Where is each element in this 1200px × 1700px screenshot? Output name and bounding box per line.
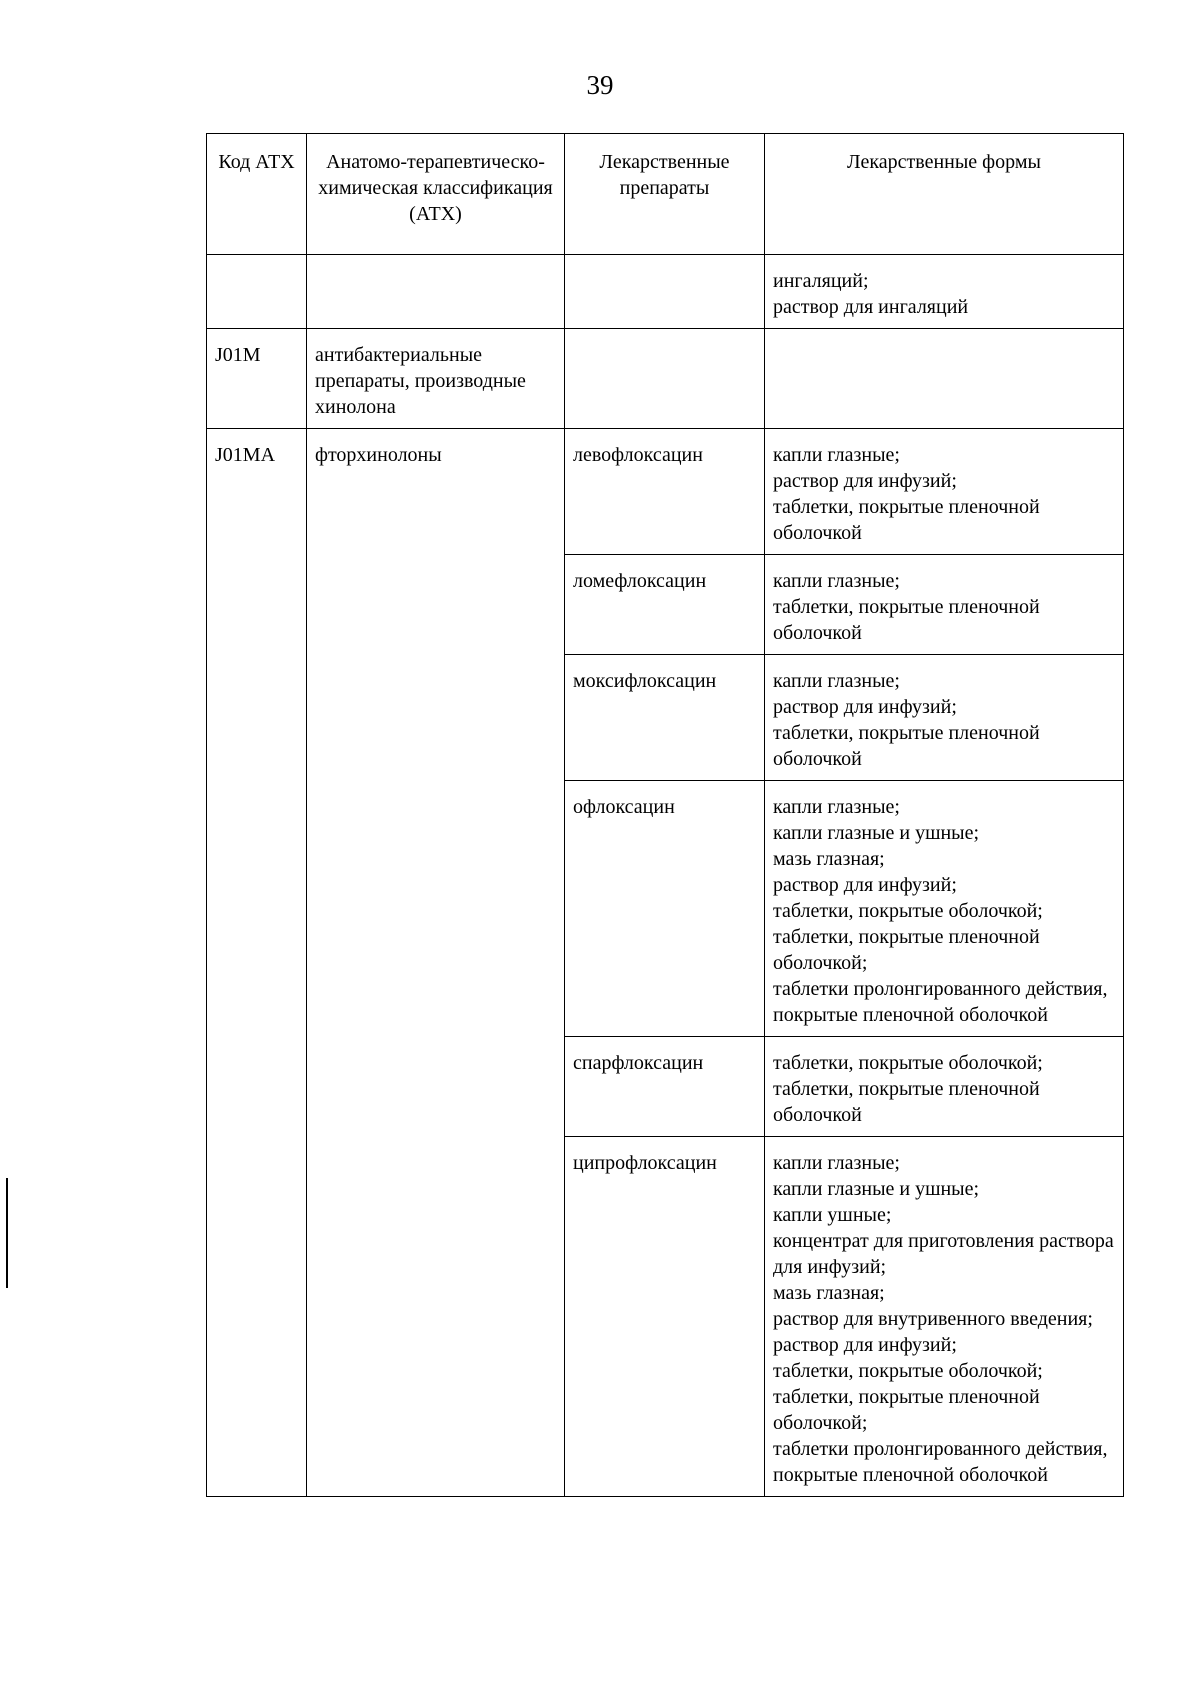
cell-dosage-forms: ингаляций; раствор для ингаляций — [765, 255, 1124, 329]
cell-dosage-forms: капли глазные; капли глазные и ушные; мазь глазная; раствор для инфузий; таблетки, покрытые оболочкой; таблетки, покрытые пленочной оболочкой; таблетки пролонгированного действия, покрытые пленочной оболочкой — [765, 781, 1124, 1037]
cell-classification — [307, 255, 565, 329]
table-header-row — [207, 134, 1124, 255]
cell-dosage-forms: капли глазные; раствор для инфузий; таблетки, покрытые пленочной оболочкой — [765, 655, 1124, 781]
cell-drug — [565, 329, 765, 429]
cell-classification: антибактериальные препараты, производные хинолона — [307, 329, 565, 429]
scan-margin-line — [6, 1178, 8, 1288]
header-atc-code: Код АТХ — [207, 134, 307, 255]
header-drugs: Лекарственные препараты — [565, 134, 765, 255]
cell-drug: офлоксацин — [565, 781, 765, 1037]
header-atc-classification: Анатомо-терапевтическо-химическая классификация (АТХ) — [307, 134, 565, 255]
table-row — [207, 255, 1124, 329]
cell-atc-code — [207, 255, 307, 329]
cell-dosage-forms: капли глазные; раствор для инфузий; таблетки, покрытые пленочной оболочкой — [765, 429, 1124, 555]
cell-atc-code: J01MA — [207, 429, 307, 1497]
cell-drug: спарфлоксацин — [565, 1037, 765, 1137]
cell-dosage-forms — [765, 329, 1124, 429]
cell-drug: ципрофлоксацин — [565, 1137, 765, 1497]
cell-dosage-forms: капли глазные; капли глазные и ушные; капли ушные; концентрат для приготовления раствора для инфузий; мазь глазная; раствор для внутривенного введения; раствор для инфузий; таблетки, покрытые оболочкой; таблетки, покрытые пленочной оболочкой; таблетки пролонгированного действия, покрытые пленочной оболочкой — [765, 1137, 1124, 1497]
cell-drug: моксифлоксацин — [565, 655, 765, 781]
table-row — [207, 429, 1124, 555]
cell-drug — [565, 255, 765, 329]
cell-drug: ломефлоксацин — [565, 555, 765, 655]
page-number: 39 — [586, 70, 614, 100]
cell-dosage-forms: капли глазные; таблетки, покрытые пленочной оболочкой — [765, 555, 1124, 655]
cell-dosage-forms: таблетки, покрытые оболочкой; таблетки, покрытые пленочной оболочкой — [765, 1037, 1124, 1137]
cell-drug: левофлоксацин — [565, 429, 765, 555]
cell-classification: фторхинолоны — [307, 429, 565, 1497]
atc-drug-table — [206, 133, 1124, 1497]
table-row — [207, 329, 1124, 429]
cell-atc-code: J01M — [207, 329, 307, 429]
header-dosage-forms: Лекарственные формы — [765, 134, 1124, 255]
